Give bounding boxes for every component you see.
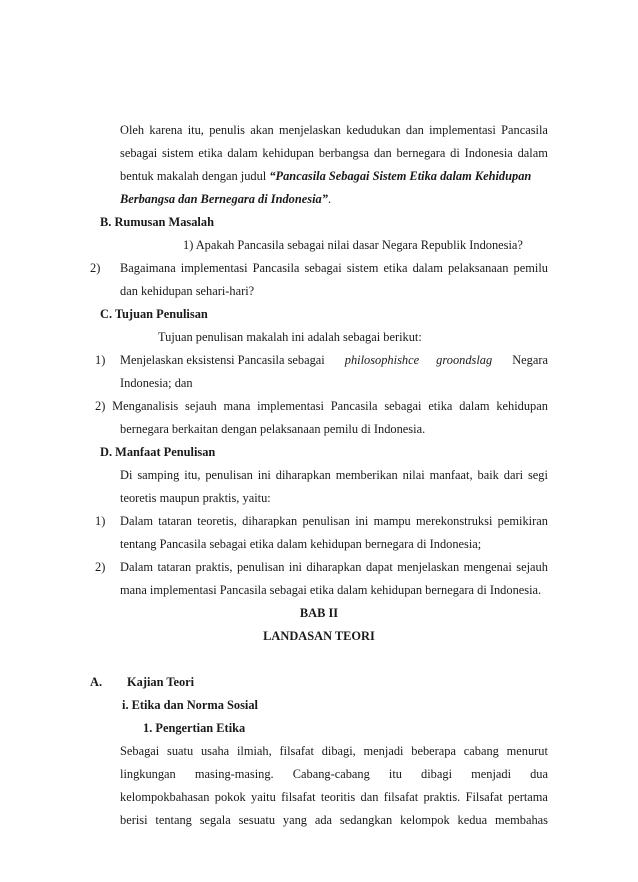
intro-line-3-text: bentuk makalah dengan judul [120, 169, 270, 183]
benefit-2-cont: mana implementasi Pancasila sebagai etika dalam kehidupan bernegara di Indonesia. [120, 583, 542, 597]
question-2-cont: dan kehidupan sehari-hari? [120, 284, 255, 298]
section-a-line-3 [120, 789, 548, 805]
goal-1-italic-term: philosophishce groondslag [344, 353, 493, 367]
section-a-line-3-text: kelompokbahasan pokok yaitu filsafat teoritis dan filsafat praktis. Filsafat pertama [120, 790, 548, 804]
intro-line-1-text: Oleh karena itu, penulis akan menjelaskan kedudukan dan implementasi Pancasila [120, 123, 548, 137]
goal-2 [95, 398, 548, 414]
goal-1-number: 1) [95, 353, 106, 367]
section-d-line-2: teoretis maupun praktis, yaitu: [120, 491, 271, 505]
section-a-line-1-text: Sebagai suatu usaha ilmiah, filsafat dibagi, menjadi beberapa cabang menurut [120, 744, 548, 758]
section-c-intro: Tujuan penulisan makalah ini adalah sebagai berikut: [158, 330, 422, 344]
section-d-line-1-text: Di samping itu, penulisan ini diharapkan memberikan nilai manfaat, baik dari segi [120, 468, 548, 482]
paper-title-part-2: Berbangsa dan Bernegara di Indonesia” [120, 192, 328, 206]
section-a-line-2-text: lingkungan masing-masing. Cabang-cabang itu dibagi menjadi dua [120, 767, 548, 781]
benefit-1-text: Dalam tataran teoretis, diharapkan penulisan ini mampu merekonstruksi pemikiran [120, 514, 548, 528]
section-a-line-4 [120, 812, 548, 828]
goal-2-cont: bernegara berkaitan dengan pelaksanaan pemilu di Indonesia. [120, 422, 426, 436]
section-a-line-1 [120, 743, 548, 759]
goal-1-cont: Indonesia; dan [120, 376, 193, 390]
goal-1-text-b: Negara [512, 353, 548, 367]
question-2 [120, 260, 548, 276]
section-a-line-4-text: berisi tentang segala sesuatu yang ada sedangkan kelompok kedua membahas [120, 813, 548, 827]
intro-line-2 [120, 145, 548, 161]
intro-line-3 [120, 168, 531, 184]
section-c-heading: C. Tujuan Penulisan [100, 307, 208, 321]
section-a-heading: Kajian Teori [127, 675, 195, 689]
section-b-heading: B. Rumusan Masalah [100, 215, 214, 229]
subsection-heading: i. Etika dan Norma Sosial [122, 698, 258, 712]
benefit-1-number: 1) [95, 514, 106, 528]
chapter-number: BAB II [299, 606, 339, 620]
paper-title-part-1: “Pancasila Sebagai Sistem Etika dalam Kehidupan [269, 169, 532, 183]
benefit-2 [120, 559, 548, 575]
benefit-1-cont: tentang Pancasila sebagai etika dalam kehidupan bernegara di Indonesia; [120, 537, 482, 551]
benefit-2-text: Dalam tataran praktis, penulisan ini diharapkan dapat menjelaskan mengenai sejauh [120, 560, 548, 574]
intro-line-4 [120, 191, 331, 207]
goal-1-text-a: Menjelaskan eksistensi Pancasila sebagai [120, 353, 325, 367]
section-a-line-2 [120, 766, 548, 782]
question-1: 1) Apakah Pancasila sebagai nilai dasar Negara Republik Indonesia? [183, 238, 523, 252]
intro-line-1 [120, 122, 548, 138]
goal-2-text: 2) Menganalisis sejauh mana implementasi Pancasila sebagai etika dalam kehidupan [95, 399, 548, 413]
chapter-title: LANDASAN TEORI [263, 629, 375, 643]
goal-1 [120, 352, 548, 368]
intro-line-2-text: sebagai sistem etika dalam kehidupan berbangsa dan bernegara di Indonesia dalam [120, 146, 548, 160]
question-2-number: 2) [90, 261, 101, 275]
section-a-letter: A. [90, 675, 103, 689]
benefit-2-number: 2) [95, 560, 106, 574]
question-2-text: Bagaimana implementasi Pancasila sebagai sistem etika dalam pelaksanaan pemilu [120, 261, 548, 275]
section-d-heading: D. Manfaat Penulisan [100, 445, 216, 459]
section-d-line-1 [120, 467, 548, 483]
benefit-1 [120, 513, 548, 529]
intro-period: . [327, 192, 332, 206]
subsubsection-heading: 1. Pengertian Etika [143, 721, 246, 735]
